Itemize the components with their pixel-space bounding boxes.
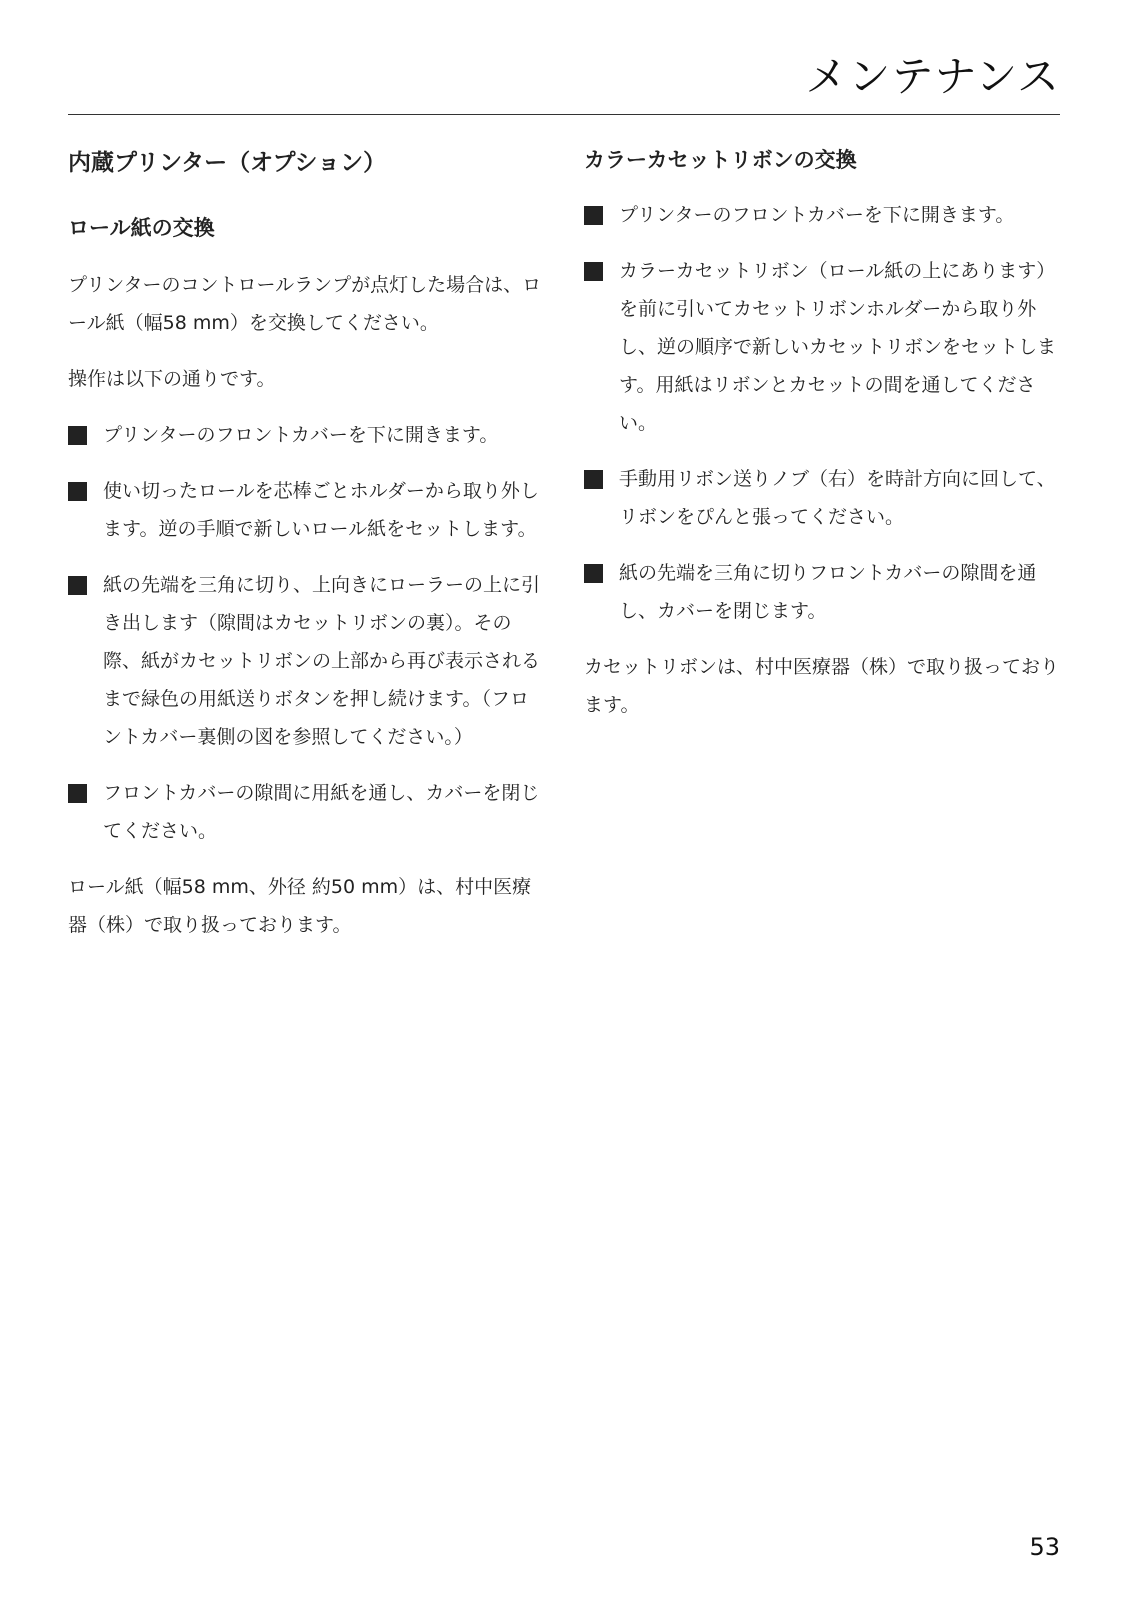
list-item: [68, 566, 546, 756]
list-item: [584, 252, 1062, 442]
roll-paper-steps: [68, 416, 546, 850]
list-item-text: カラーカセットリボン（ロール紙の上にあります）を前に引いてカセットリボンホルダーから取り外し、逆の順序で新しいカセットリボンをセットします。用紙はリボンとカセットの間を通してください。: [619, 260, 1057, 434]
list-item: [68, 416, 546, 454]
intro-paragraph: 操作は以下の通りです。: [68, 368, 276, 390]
square-bullet-icon: [584, 206, 603, 225]
square-bullet-icon: [68, 482, 87, 501]
ribbon-steps: [584, 196, 1062, 630]
header-divider: [68, 114, 1060, 115]
list-item-text: 紙の先端を三角に切り、上向きにローラーの上に引き出します（隙間はカセットリボンの裏）。その際、紙がカセットリボンの上部から再び表示されるまで緑色の用紙送りボタンを押し続けます。（フロントカバー裏側の図を参照してください。）: [103, 574, 541, 748]
list-item-text: 紙の先端を三角に切りフロントカバーの隙間を通し、カバーを閉じます。: [619, 562, 1037, 622]
subsection-title-ribbon: カラーカセットリボンの交換: [584, 148, 857, 172]
list-item-text: 手動用リボン送りノブ（右）を時計方向に回して、リボンをぴんと張ってください。: [619, 468, 1056, 528]
subsection-title-roll-paper: ロール紙の交換: [68, 216, 215, 240]
square-bullet-icon: [584, 470, 603, 489]
list-item: [584, 460, 1062, 536]
list-item-text: 使い切ったロールを芯棒ごとホルダーから取り外します。逆の手順で新しいロール紙をセットします。: [103, 480, 539, 540]
list-item-text: フロントカバーの隙間に用紙を通し、カバーを閉じてください。: [103, 782, 540, 842]
intro-paragraph: プリンターのコントロールランプが点灯した場合は、ロール紙（幅58 mm）を交換してください。: [68, 274, 542, 334]
square-bullet-icon: [68, 784, 87, 803]
list-item: [68, 774, 546, 850]
list-item: [584, 196, 1062, 234]
page-number: 53: [1029, 1533, 1060, 1561]
list-item: [68, 472, 546, 548]
list-item: [584, 554, 1062, 630]
roll-paper-note: ロール紙（幅58 mm、外径 約50 mm）は、村中医療器（株）で取り扱っております。: [68, 876, 532, 936]
list-item-text: プリンターのフロントカバーを下に開きます。: [619, 204, 1015, 226]
page-header-title: メンテナンス: [805, 52, 1060, 101]
square-bullet-icon: [68, 426, 87, 445]
left-column: [68, 144, 546, 962]
square-bullet-icon: [584, 262, 603, 281]
square-bullet-icon: [584, 564, 603, 583]
list-item-text: プリンターのフロントカバーを下に開きます。: [103, 424, 499, 446]
ribbon-note: カセットリボンは、村中医療器（株）で取り扱っております。: [584, 656, 1060, 716]
square-bullet-icon: [68, 576, 87, 595]
section-title: 内蔵プリンター（オプション）: [68, 150, 387, 176]
right-column: [584, 144, 1062, 742]
